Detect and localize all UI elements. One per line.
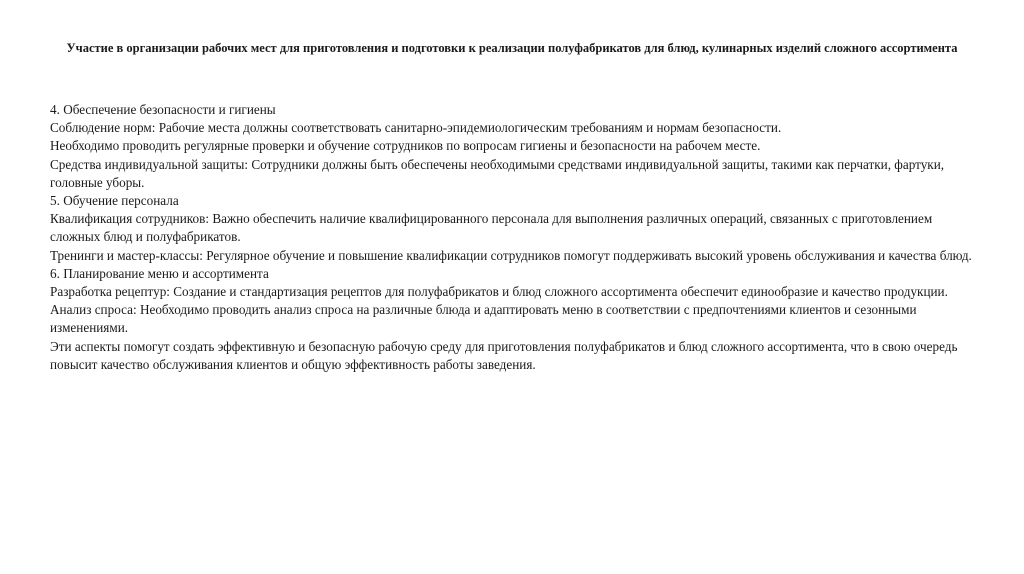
paragraph-protective-equipment: Средства индивидуальной защиты: Сотрудники должны быть обеспечены необходимыми средствами индивидуальной защиты, такими как перчатки, фартуки, головные уборы. — [50, 156, 945, 190]
paragraph-inspections: Необходимо проводить регулярные проверки и обучение сотрудников по вопросам гигиены и безопасности на рабочем месте. — [50, 138, 761, 154]
section-heading-training: 5. Обучение персонала — [50, 193, 179, 209]
paragraph-norms: Соблюдение норм: Рабочие места должны соответствовать санитарно-эпидемиологическим требованиям и нормам безопасности. — [50, 120, 782, 136]
paragraph-qualification: Квалификация сотрудников: Важно обеспечить наличие квалифицированного персонала для выполнения различных операций, связанных с приготовлением сложных блюд и полуфабрикатов. — [50, 211, 933, 245]
slide-title: Участие в организации рабочих мест для приготовления и подготовки к реализации полуфабрикатов для блюд, кулинарных изделий сложного ассортимента — [66, 41, 958, 55]
slide-body — [50, 101, 980, 374]
section-heading-hygiene: 4. Обеспечение безопасности и гигиены — [50, 102, 276, 117]
paragraph-recipes: Разработка рецептур: Создание и стандартизация рецептов для полуфабрикатов и блюд сложного ассортимента обеспечит единообразие и качество продукции. — [50, 284, 948, 300]
section-heading-menu-planning: 6. Планирование меню и ассортимента — [50, 265, 269, 281]
paragraph-trainings: Тренинги и мастер-классы: Регулярное обучение и повышение квалификации сотрудников помогут поддерживать высокий уровень обслуживания и качества блюд. — [50, 247, 972, 263]
paragraph-demand-analysis: Анализ спроса: Необходимо проводить анализ спроса на различные блюда и адаптировать меню в соответствии с предпочтениями клиентов и сезонными изменениями. — [50, 302, 917, 336]
paragraph-conclusion: Эти аспекты помогут создать эффективную и безопасную рабочую среду для приготовления полуфабрикатов и блюд сложного ассортимента, что в свою очередь повысит качество обслуживания клиентов и общую эффективность работы заведения. — [50, 338, 958, 372]
